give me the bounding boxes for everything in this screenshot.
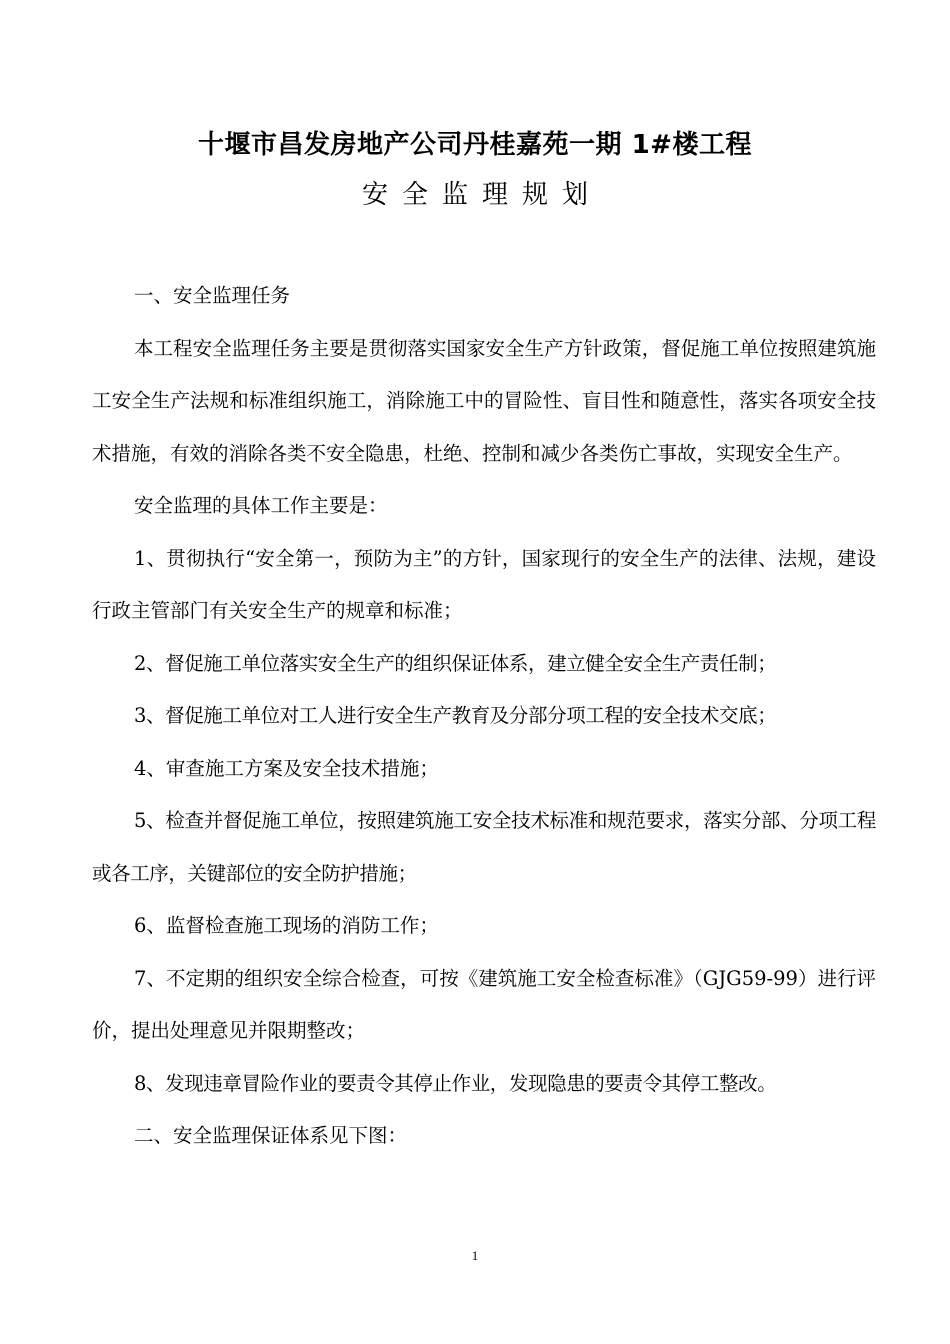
section-heading-1: 一、安全监理任务	[134, 284, 291, 307]
list-item-3: 3、督促施工单位对工人进行安全生产教育及分部分项工程的安全技术交底；	[134, 704, 777, 727]
list-item-5: 5、检查并督促施工单位，按照建筑施工安全技术标准和规范要求，落实分部、分项工程或各工序，关键部位的安全防护措施；	[92, 809, 876, 885]
list-item-2: 2、督促施工单位落实安全生产的组织保证体系，建立健全安全生产责任制；	[134, 651, 777, 675]
section-heading-2: 二、安全监理保证体系见下图：	[134, 1124, 408, 1147]
list-item-1: 1、贯彻执行“安全第一，预防为主”的方针，国家现行的安全生产的法律、法规，建设行政主管部门有关安全生产的规章和标准；	[92, 546, 876, 622]
list-item-8: 8、发现违章冒险作业的要责令其停止作业，发现隐患的要责令其停工整改。	[134, 1071, 777, 1095]
document-body	[92, 270, 876, 1163]
list-item-7: 7、不定期的组织安全综合检查，可按《建筑施工安全检查标准》（GJG59-99）进行评价，提出处理意见并限期整改；	[92, 966, 876, 1042]
list-item-4: 4、审查施工方案及安全技术措施；	[134, 756, 439, 780]
page-number: 1	[471, 1248, 479, 1263]
paragraph-work-intro: 安全监理的具体工作主要是：	[134, 494, 388, 517]
document-subtitle: 安全监理规划	[361, 180, 602, 210]
paragraph-task-description: 本工程安全监理任务主要是贯彻落实国家安全生产方针政策，督促施工单位按照建筑施工安全生产法规和标准组织施工，消除施工中的冒险性、盲目性和随意性，落实各项安全技术措施，有效的消除各类不安全隐患，杜绝、控制和减少各类伤亡事故，实现安全生产。	[92, 336, 876, 465]
list-item-6: 6、监督检查施工现场的消防工作；	[134, 914, 439, 937]
document-title: 十堰市昌发房地产公司丹桂嘉苑一期 1#楼工程	[198, 130, 752, 160]
